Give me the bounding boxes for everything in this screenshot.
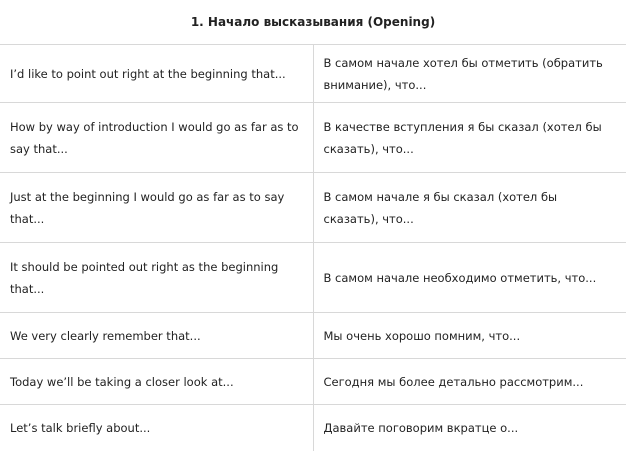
- russian-translation: В качестве вступления я бы сказал (хотел бы сказать), что...: [313, 103, 626, 173]
- table-row: [0, 243, 626, 313]
- table-row: [0, 103, 626, 173]
- english-phrase: Today we’ll be taking a closer look at...: [0, 359, 313, 405]
- russian-translation: Сегодня мы более детально рассмотрим...: [313, 359, 626, 405]
- russian-translation: В самом начале я бы сказал (хотел бы сказать), что...: [313, 173, 626, 243]
- table-row: [0, 313, 626, 359]
- russian-translation: Мы очень хорошо помним, что...: [313, 313, 626, 359]
- russian-translation: В самом начале хотел бы отметить (обратить внимание), что...: [313, 45, 626, 103]
- english-phrase: I’d like to point out right at the beginning that...: [0, 45, 313, 103]
- russian-translation: Давайте поговорим вкратце о...: [323, 420, 519, 435]
- english-phrase: Let’s talk briefly about...: [0, 405, 313, 451]
- russian-translation: В самом начале необходимо отметить, что...: [313, 243, 626, 313]
- english-phrase: It should be pointed out right as the beginning that...: [0, 243, 313, 313]
- english-phrase: We very clearly remember that...: [0, 313, 313, 359]
- section-title: 1. Начало высказывания (Opening): [0, 0, 626, 45]
- english-phrase: Just at the beginning I would go as far as to say that...: [0, 173, 313, 243]
- table-row: [0, 173, 626, 243]
- english-phrase: How by way of introduction I would go as far as to say that...: [0, 103, 313, 173]
- table-header-row: [0, 0, 626, 45]
- table-row: [0, 359, 626, 405]
- table-row: [0, 45, 626, 103]
- table-row: [0, 405, 626, 451]
